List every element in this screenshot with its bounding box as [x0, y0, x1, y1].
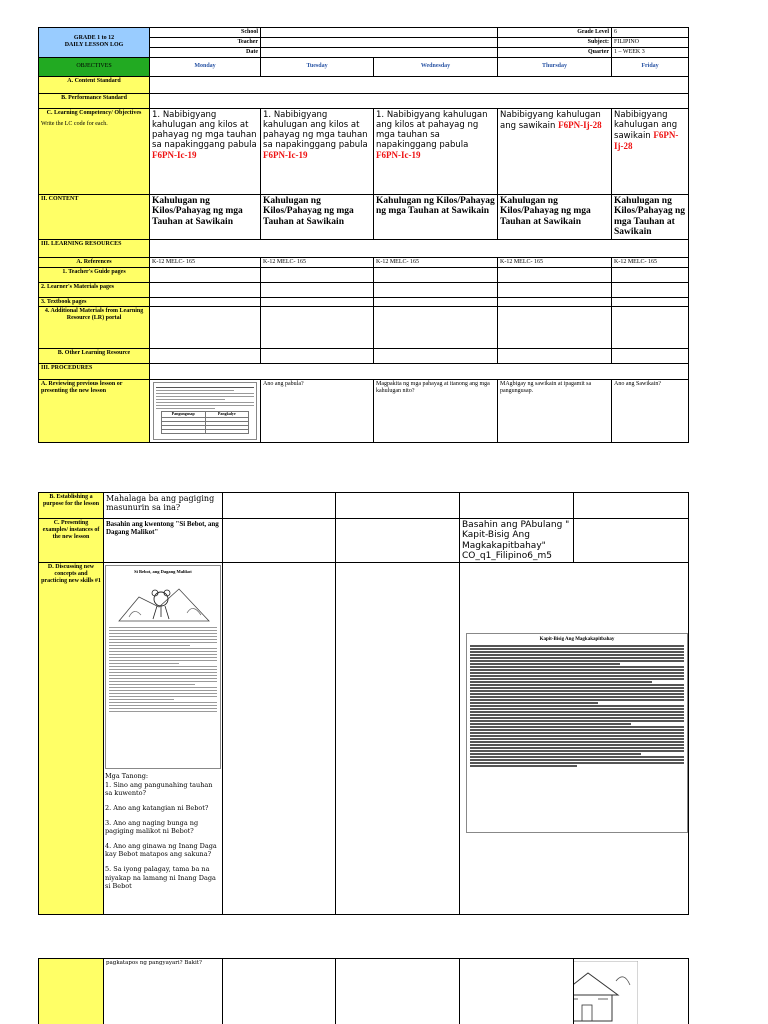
- learning-resources-label: III. LEARNING RESOURCES: [39, 239, 150, 257]
- continued-label-cell: [39, 959, 104, 1024]
- content-tuesday: Kahulugan ng Kilos/Pahayag ng mga Tauhan at Sawikain: [261, 194, 374, 239]
- date-label: Date: [150, 47, 261, 57]
- learners-materials-label: 2. Learner's Materials pages: [39, 282, 150, 297]
- mini-table-col1: Pangungusap: [161, 412, 205, 418]
- log-title: DAILY LESSON LOG: [64, 42, 124, 49]
- competency-wednesday-code: F6PN-Ic-19: [376, 150, 421, 161]
- presenting-label: C. Presenting examples/ instances of the new lesson: [39, 519, 104, 563]
- question-1: 1. Sino ang pangunahing tauhan sa kuwento?: [105, 780, 213, 797]
- performance-standard-label: B. Performance Standard: [39, 93, 150, 108]
- question-2: 2. Ano ang katangian ni Bebot?: [105, 803, 209, 812]
- establishing-monday: Mahalaga ba ang pagiging masunurin sa ina?: [104, 493, 223, 519]
- content-standard-value: [150, 76, 689, 93]
- reviewing-label: A. Reviewing previous lesson or presenting the new lesson: [39, 380, 150, 443]
- questions-block: [105, 772, 221, 889]
- objectives-header: OBJECTIVES: [39, 57, 150, 76]
- content-wednesday: Kahulugan ng Kilos/Pahayag ng mga Tauhan at Sawikain: [374, 194, 498, 239]
- competency-friday: [612, 108, 689, 194]
- reviewing-thursday: MAgbigay ng sawikain at ipagamit sa pangungusap.: [498, 380, 612, 443]
- questions-title: Mga Tanong:: [105, 772, 149, 781]
- story-thumbnail-title: Si Bebot, ang Dagang Malikot: [134, 569, 192, 575]
- other-resources-label: B. Other Learning Resource: [39, 349, 150, 364]
- references-friday: K-12 MELC- 165: [612, 257, 689, 267]
- procedures-value: [150, 364, 689, 380]
- school-value[interactable]: [261, 28, 498, 38]
- procedures-label: III. PROCEDURES: [39, 364, 150, 380]
- question-4: 4. Ano ang ginawa ng Inang Daga kay Bebot matapos ang sakuna?: [105, 842, 217, 859]
- fable-thumbnail-title: Kapit-Bisig Ang Magkakapitbahay: [539, 637, 615, 643]
- additional-materials-label: 4. Additional Materials from Learning Resource (LR) portal: [39, 307, 150, 349]
- continued-monday: pagkatapos ng pangyayari? Bakit?: [104, 959, 223, 1024]
- textbook-label: 3. Textbook pages: [39, 297, 150, 307]
- references-monday: K-12 MELC- 165: [150, 257, 261, 267]
- teachers-guide-label: 1. Teacher's Guide pages: [39, 267, 150, 282]
- competency-tuesday: [261, 108, 374, 194]
- teacher-label: Teacher: [150, 37, 261, 47]
- competency-monday-text: 1. Nabibigyang kahulugan ang kilos at pahayag ng mga tauhan sa napakinggang pabula: [152, 109, 257, 151]
- competency-label: C. Learning Competency/ Objectives: [46, 109, 142, 116]
- references-tuesday: K-12 MELC- 165: [261, 257, 374, 267]
- establishing-label: B. Establishing a purpose for the lesson: [39, 493, 104, 519]
- story-worksheet-thumbnail: [105, 565, 221, 769]
- fable-worksheet-thumbnail: [466, 633, 688, 833]
- question-3: 3. Ano ang naging bunga ng pagiging malikot ni Bebot?: [105, 818, 199, 835]
- competency-tuesday-code: F6PN-Ic-19: [263, 150, 308, 161]
- house-illustration: [574, 961, 639, 1024]
- quarter-label: Quarter: [498, 47, 612, 57]
- competency-wednesday-text: 1. Nabibigyang kahulugan ang kilos at pahayag ng mga tauhan sa napakinggang pabula: [376, 109, 488, 151]
- discussing-monday: [104, 563, 223, 915]
- competency-thursday-code: F6PN-Ij-28: [558, 119, 602, 130]
- dll-table-page3: [38, 958, 689, 1024]
- school-label: School: [150, 28, 261, 38]
- discussing-thursday: [460, 563, 689, 915]
- competency-friday-code: F6PN-Ij-28: [614, 130, 679, 152]
- subject-value: FILIPINO: [612, 37, 689, 47]
- dll-table-page1: [38, 27, 689, 443]
- references-label: A. References: [39, 257, 150, 267]
- competency-thursday-text: Nabibigyang kahulugan ang sawikain: [500, 109, 601, 131]
- performance-standard-value: [150, 93, 689, 108]
- grade-level-value: 6: [612, 28, 689, 38]
- subject-label: Subject:: [498, 37, 612, 47]
- competency-monday-code: F6PN-Ic-19: [152, 150, 197, 161]
- competency-label-cell: [39, 108, 150, 194]
- date-value[interactable]: [261, 47, 498, 57]
- reviewing-monday: [150, 380, 261, 443]
- competency-friday-text: Nabibigyang kahulugan ang sawikain: [614, 109, 678, 142]
- continued-friday: [574, 959, 689, 1024]
- day-thursday: Thursday: [498, 57, 612, 76]
- mouse-illustration: [109, 577, 219, 625]
- teacher-value[interactable]: [261, 37, 498, 47]
- day-tuesday: Tuesday: [261, 57, 374, 76]
- reviewing-mini-table: [161, 411, 249, 434]
- learning-resources-value: [150, 239, 689, 257]
- presenting-monday: Basahin ang kwentong "Si Bebot, ang Dagang Malikot": [104, 519, 223, 563]
- discussing-label: D. Discussing new concepts and practicing new skills #1: [39, 563, 104, 915]
- presenting-thursday: Basahin ang PAbulang " Kapit-Bisig Ang Magkakapitbahay" CO_q1_Filipino6_m5: [460, 519, 574, 563]
- day-friday: Friday: [612, 57, 689, 76]
- content-thursday: Kahulugan ng Kilos/Pahayag ng mga Tauhan at Sawikain: [498, 194, 612, 239]
- dll-title-cell: [39, 28, 150, 58]
- grade-level-label: Grade Level: [498, 28, 612, 38]
- day-monday: Monday: [150, 57, 261, 76]
- reviewing-wednesday: Magpakita ng mga pahayag at itanong ang mga kahulugan nito?: [374, 380, 498, 443]
- dll-table-page2: [38, 492, 689, 915]
- competency-tuesday-text: 1. Nabibigyang kahulugan ang kilos at pahayag ng mga tauhan sa napakinggang pabula: [263, 109, 368, 151]
- references-thursday: K-12 MELC- 165: [498, 257, 612, 267]
- question-5: 5. Sa iyong palagay, tama ba na niyakap na lamang ni Inang Daga si Bebot: [105, 865, 216, 890]
- content-friday: Kahulugan ng Kilos/Pahayag ng mga Tauhan at Sawikain: [612, 194, 689, 239]
- mini-table-col2: Pangkalye: [205, 412, 249, 418]
- day-wednesday: Wednesday: [374, 57, 498, 76]
- competency-wednesday: [374, 108, 498, 194]
- competency-thursday: [498, 108, 612, 194]
- reviewing-friday: Ano ang Sawikain?: [612, 380, 689, 443]
- quarter-value: 1 – WEEK 3: [612, 47, 689, 57]
- competency-monday: [150, 108, 261, 194]
- write-lc-note: Write the LC code for each.: [41, 120, 108, 127]
- reviewing-tuesday: Ano ang pabula?: [261, 380, 374, 443]
- grade-title: GRADE 1 to 12: [73, 35, 115, 42]
- content-label: II. CONTENT: [39, 194, 150, 239]
- content-monday: Kahulugan ng Kilos/Pahayag ng mga Tauhan at Sawikain: [150, 194, 261, 239]
- references-wednesday: K-12 MELC- 165: [374, 257, 498, 267]
- reviewing-worksheet-thumbnail: [153, 382, 257, 440]
- content-standard-label: A. Content Standard: [39, 76, 150, 93]
